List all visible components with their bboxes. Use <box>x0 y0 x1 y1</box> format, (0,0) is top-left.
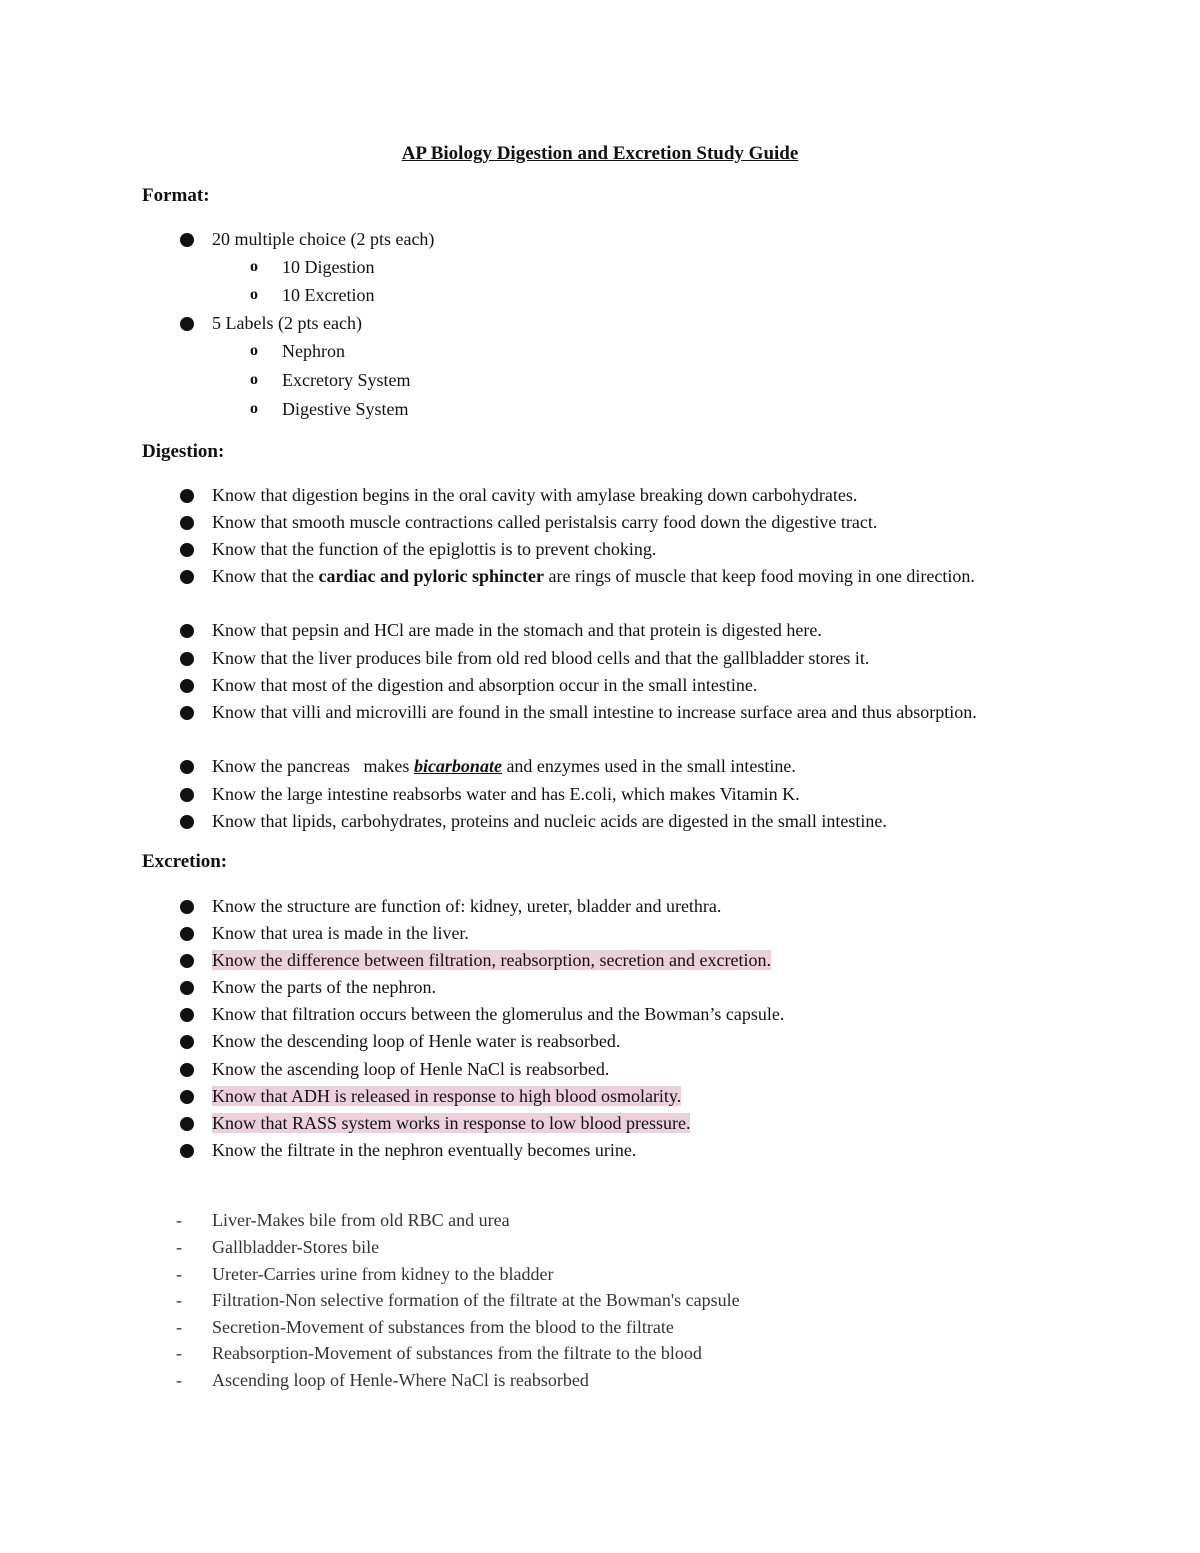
dash-marker: - <box>176 1370 182 1390</box>
circle-bullet-icon: o <box>250 258 258 275</box>
format-heading: Format: <box>142 185 210 206</box>
list-item <box>180 699 1060 753</box>
bold-term: cardiac and pyloric sphincter <box>318 566 544 586</box>
list-item-text: Know the structure are function of: kidney, ureter, bladder and urethra. <box>212 896 722 916</box>
bullet-icon <box>180 317 194 331</box>
list-item-text-pre: Know that the <box>212 566 319 586</box>
list-item-text: Know that most of the digestion and absorption occur in the small intestine. <box>212 675 758 695</box>
bullet-icon <box>180 679 194 693</box>
bullet-icon <box>180 652 194 666</box>
list-item-text: Know the filtrate in the nephron eventually becomes urine. <box>212 1140 637 1160</box>
sub-list-item-text: Digestive System <box>282 399 409 419</box>
bullet-icon <box>180 1144 194 1158</box>
sub-list-item-text: 10 Excretion <box>282 285 375 305</box>
list-item-text: Know that lipids, carbohydrates, proteins and nucleic acids are digested in the small intestine. <box>212 811 887 831</box>
bullet-icon <box>180 1008 194 1022</box>
note-text: Reabsorption-Movement of substances from the filtrate to the blood <box>212 1343 702 1363</box>
sub-list-item-text: Excretory System <box>282 370 411 390</box>
bullet-icon <box>180 516 194 530</box>
bullet-icon <box>180 706 194 720</box>
list-item-text: Know that digestion begins in the oral cavity with amylase breaking down carbohydrates. <box>212 485 858 505</box>
circle-bullet-icon: o <box>250 371 258 388</box>
list-item <box>180 563 1060 617</box>
list-item-text: Know that the function of the epiglottis is to prevent choking. <box>212 539 657 559</box>
bullet-icon <box>180 570 194 584</box>
list-item-text <box>212 563 1052 589</box>
list-item-text: 20 multiple choice (2 pts each) <box>212 229 435 249</box>
note-text: Liver-Makes bile from old RBC and urea <box>212 1210 510 1230</box>
dash-marker: - <box>176 1237 182 1257</box>
highlighted-text: Know the difference between filtration, reabsorption, secretion and excretion. <box>212 950 771 970</box>
highlighted-text: Know that RASS system works in response to low blood pressure. <box>212 1113 691 1133</box>
list-item-text-post: and enzymes used in the small intestine. <box>501 756 796 776</box>
list-item-text: Know that urea is made in the liver. <box>212 923 469 943</box>
list-item-text <box>212 947 1060 973</box>
bullet-icon <box>180 788 194 802</box>
excretion-heading: Excretion: <box>142 851 228 872</box>
dash-marker: - <box>176 1290 182 1310</box>
bullet-icon <box>180 543 194 557</box>
bullet-icon <box>180 233 194 247</box>
dash-marker: - <box>176 1343 182 1363</box>
list-item-text: Know the parts of the nephron. <box>212 977 436 997</box>
bullet-icon <box>180 489 194 503</box>
note-text: Filtration-Non selective formation of the filtrate at the Bowman's capsule <box>212 1290 740 1310</box>
list-item-text-post: are rings of muscle that keep food moving in one direction. <box>543 566 975 586</box>
list-item-text-pre: Know the pancreas makes <box>212 756 414 776</box>
note-text: Gallbladder-Stores bile <box>212 1237 380 1257</box>
list-item-text <box>212 1110 1060 1136</box>
digestion-heading: Digestion: <box>142 441 225 462</box>
bullet-icon <box>180 624 194 638</box>
note-text: Ascending loop of Henle-Where NaCl is reabsorbed <box>212 1370 589 1390</box>
list-item-text: Know that filtration occurs between the glomerulus and the Bowman’s capsule. <box>212 1004 785 1024</box>
dash-marker: - <box>176 1210 182 1230</box>
list-item-text: Know that the liver produces bile from old red blood cells and that the gallbladder stores it. <box>212 648 870 668</box>
bullet-icon <box>180 981 194 995</box>
bullet-icon <box>180 1035 194 1049</box>
document-title: AP Biology Digestion and Excretion Study Guide <box>401 143 799 164</box>
bullet-icon <box>180 900 194 914</box>
list-item-text: 5 Labels (2 pts each) <box>212 313 362 333</box>
sub-list-item-text: Nephron <box>282 341 345 361</box>
circle-bullet-icon: o <box>250 342 258 359</box>
list-item-text <box>212 753 1060 779</box>
bullet-icon <box>180 927 194 941</box>
list-item-text: Know the ascending loop of Henle NaCl is reabsorbed. <box>212 1059 610 1079</box>
list-item-text: Know that villi and microvilli are found in the small intestine to increase surface area and thus absorption. <box>212 702 977 722</box>
note-text: Ureter-Carries urine from kidney to the bladder <box>212 1264 554 1284</box>
bullet-icon <box>180 1117 194 1131</box>
list-item-text <box>212 1083 1060 1109</box>
list-item-text: Know the large intestine reabsorbs water and has E.coli, which makes Vitamin K. <box>212 784 800 804</box>
bullet-icon <box>180 1090 194 1104</box>
list-item-text: Know that smooth muscle contractions called peristalsis carry food down the digestive tract. <box>212 512 878 532</box>
bullet-icon <box>180 815 194 829</box>
list-item-text: Know that pepsin and HCl are made in the stomach and that protein is digested here. <box>212 620 822 640</box>
note-text: Secretion-Movement of substances from the blood to the filtrate <box>212 1317 674 1337</box>
circle-bullet-icon: o <box>250 286 258 303</box>
list-item-text: Know the descending loop of Henle water is reabsorbed. <box>212 1031 621 1051</box>
sub-list-item-text: 10 Digestion <box>282 257 375 277</box>
bullet-icon <box>180 1063 194 1077</box>
dash-marker: - <box>176 1317 182 1337</box>
bold-term: bicarbonate <box>413 756 502 776</box>
circle-bullet-icon: o <box>250 400 258 417</box>
bullet-icon <box>180 954 194 968</box>
dash-marker: - <box>176 1264 182 1284</box>
bullet-icon <box>180 760 194 774</box>
highlighted-text: Know that ADH is released in response to high blood osmolarity. <box>212 1086 682 1106</box>
